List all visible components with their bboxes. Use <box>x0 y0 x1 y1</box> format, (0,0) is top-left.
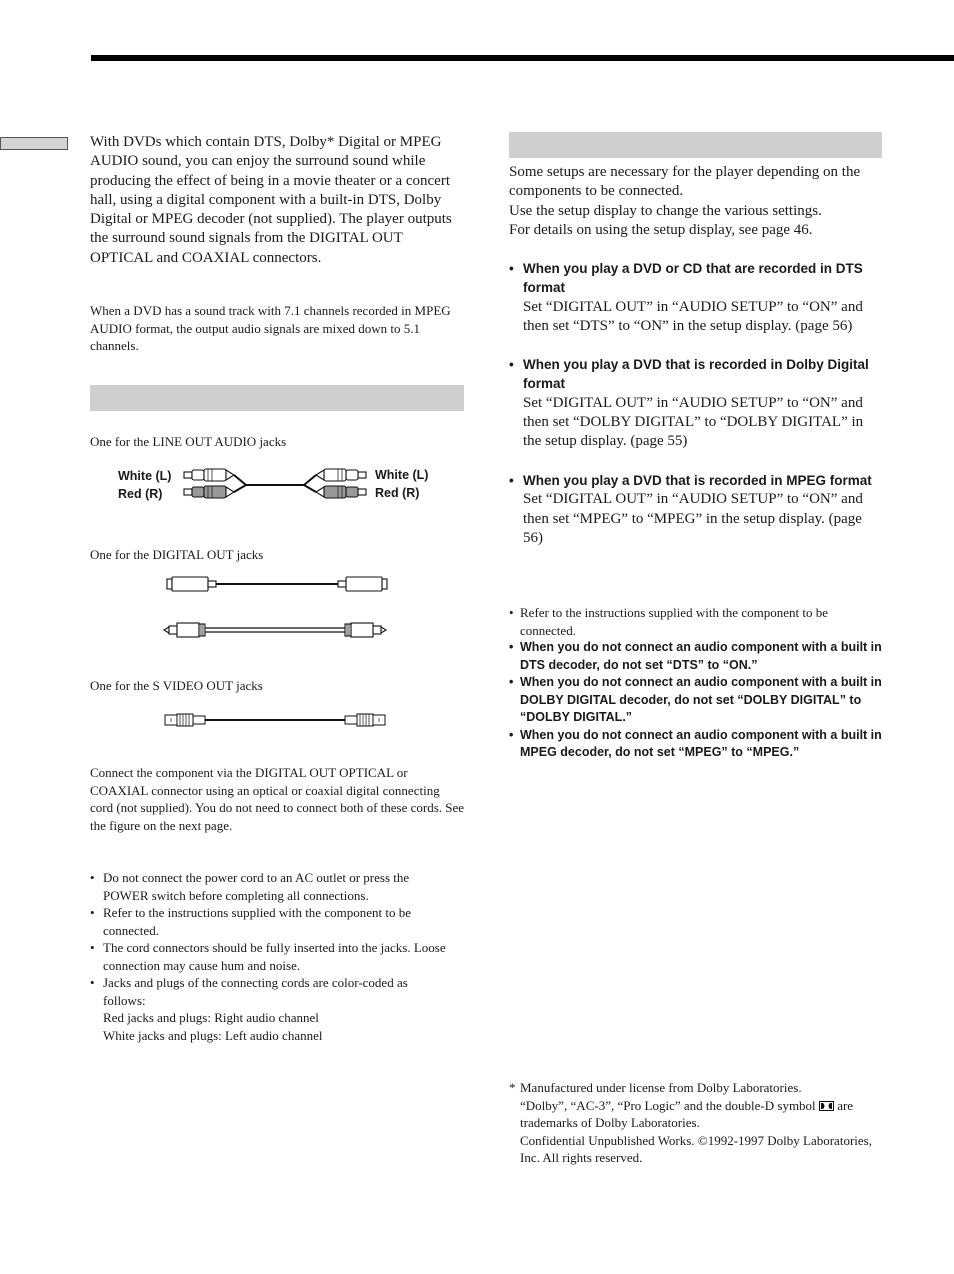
warning-item: • When you do not connect an audio component with a built in DTS decoder, do not set “DTS” to “ON.” <box>509 640 882 672</box>
header-rule <box>91 55 954 61</box>
bullet-icon: • <box>509 727 514 742</box>
case-body: Set “DIGITAL OUT” in “AUDIO SETUP” to “ON” and then set “MPEG” to “MPEG” in the setup display. (page 56) <box>523 491 863 546</box>
bullet-icon: • <box>509 357 514 372</box>
bullet-icon: • <box>509 473 514 488</box>
section-side-tab <box>0 137 68 150</box>
label-white-l-right: White (L) <box>375 468 429 482</box>
stereo-audio-cord-icon <box>180 464 370 504</box>
bullet-icon: • <box>90 940 95 955</box>
bullet-icon: • <box>90 975 95 990</box>
dolby-footnote <box>509 1079 881 1167</box>
case-dolby-digital <box>509 355 882 451</box>
coaxial-cord-icon <box>163 620 388 640</box>
double-d-icon <box>819 1101 834 1111</box>
footnote-line-2a: “Dolby”, “AC-3”, “Pro Logic” and the double-D symbol <box>520 1097 816 1113</box>
s-video-cord-icon <box>163 711 388 729</box>
note-item: • Jacks and plugs of the connecting cords are color-coded as follows: Red jacks and plugs: Right audio channel White jacks and plugs: Left audio channel <box>90 975 408 1043</box>
case-title: • When you play a DVD that is recorded in Dolby Digital format <box>509 357 869 392</box>
left-notes-list <box>90 869 450 1044</box>
note-item: • The cord connectors should be fully inserted into the jacks. Loose connection may cause hum and noise. <box>90 940 446 973</box>
cord-audio-caption: One for the LINE OUT AUDIO jacks <box>90 434 287 449</box>
setup-intro-block <box>509 163 882 240</box>
cord-svideo-caption: One for the S VIDEO OUT jacks <box>90 678 263 693</box>
case-mpeg <box>509 471 882 548</box>
note-item: • Do not connect the power cord to an AC outlet or press the POWER switch before completing all connections. <box>90 870 410 903</box>
warning-item: • When you do not connect an audio component with a built in MPEG decoder, do not set “MPEG” to “MPEG.” <box>509 727 882 759</box>
heading-bar-settings <box>509 132 882 158</box>
footnote-mark: * <box>509 1080 516 1095</box>
footnote-line-1: Manufactured under license from Dolby Laboratories. <box>520 1080 802 1095</box>
bullet-icon: • <box>509 640 514 654</box>
heading-bar-hookups <box>90 385 464 411</box>
case-dts <box>509 259 882 336</box>
note-7-1-channels: When a DVD has a sound track with 7.1 channels recorded in MPEG AUDIO format, the output audio signals are mixed down to 5.1 channels. <box>90 303 451 353</box>
intro-paragraph: With DVDs which contain DTS, Dolby* Digital or MPEG AUDIO sound, you can enjoy the surround sound while producing the effect of being in a movie theater or a concert hall, using a digital component with a built-in DTS, Dolby Digital or MPEG decoder (not supplied). The player outputs the surround sound signals from the DIGITAL OUT OPTICAL and COAXIAL connectors. <box>90 134 452 266</box>
setup-details: For details on using the setup display, see page 46. <box>509 221 813 238</box>
setup-use: Use the setup display to change the various settings. <box>509 202 822 219</box>
optical-cord-icon <box>165 575 390 593</box>
setup-intro: Some setups are necessary for the player depending on the components to be connected. <box>509 164 861 200</box>
bullet-icon: • <box>509 261 514 276</box>
right-notes-list <box>509 604 882 762</box>
note-item: • Refer to the instructions supplied with the component to be connected. <box>90 905 411 938</box>
bullet-icon: • <box>509 675 514 689</box>
bullet-icon: • <box>509 605 514 620</box>
connect-instructions: Connect the component via the DIGITAL OUT OPTICAL or COAXIAL connector using an optical or coaxial digital connecting cord (not supplied). You do not need to connect both of these cords. See the figure on the next page. <box>90 765 465 833</box>
label-red-r-right: Red (R) <box>375 486 420 500</box>
case-title: • When you play a DVD that is recorded in MPEG format <box>509 471 882 490</box>
footnote-line-2b: are trademarks of Dolby Laboratories. <box>520 1097 854 1130</box>
bullet-icon: • <box>90 905 95 920</box>
case-body: Set “DIGITAL OUT” in “AUDIO SETUP” to “ON” and then set “DTS” to “ON” in the setup display. (page 56) <box>523 298 863 334</box>
footnote-line-3: Confidential Unpublished Works. ©1992-1997 Dolby Laboratories, Inc. All rights reserved. <box>520 1132 872 1165</box>
color-code-red: Red jacks and plugs: Right audio channel <box>103 1010 319 1025</box>
note-item: • Refer to the instructions supplied with the component to be connected. <box>509 605 828 638</box>
warning-item: • When you do not connect an audio component with a built in DOLBY DIGITAL decoder, do not set “DOLBY DIGITAL” to “DOLBY DIGITAL.” <box>509 675 882 724</box>
case-body: Set “DIGITAL OUT” in “AUDIO SETUP” to “ON” and then set “DOLBY DIGITAL” to “DOLBY DIGITAL” in the setup display. (page 55) <box>523 394 864 450</box>
label-white-l-left: White (L) <box>118 469 172 483</box>
label-red-r-left: Red (R) <box>118 487 163 501</box>
cord-digital-caption: One for the DIGITAL OUT jacks <box>90 547 264 562</box>
color-code-white: White jacks and plugs: Left audio channel <box>103 1027 323 1043</box>
bullet-icon: • <box>90 870 95 885</box>
case-title: • When you play a DVD or CD that are recorded in DTS format <box>509 261 863 296</box>
